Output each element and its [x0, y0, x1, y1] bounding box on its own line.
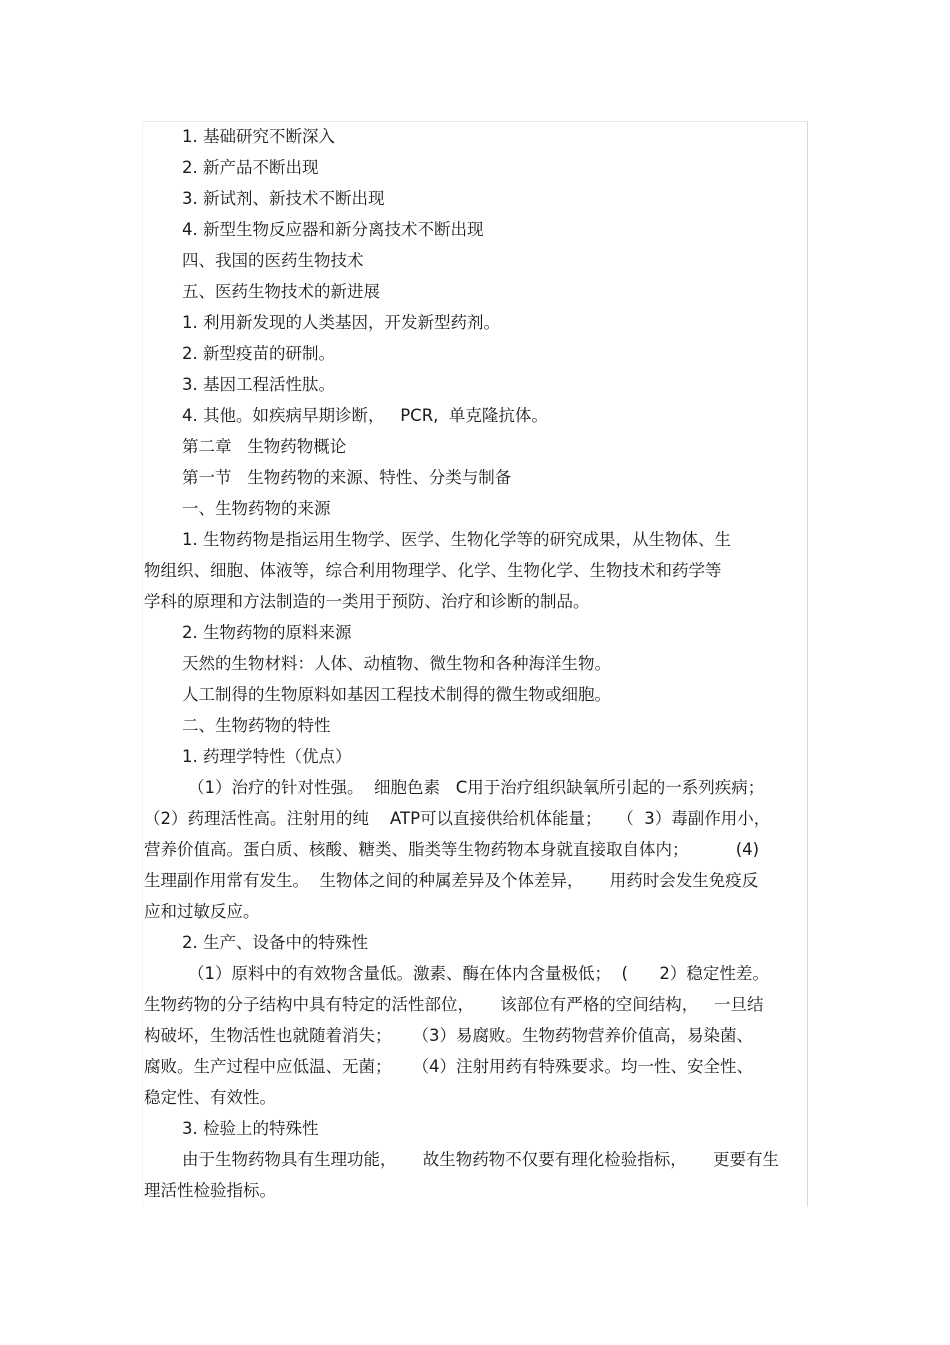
paragraph-line: （1）原料中的有效物含量低。激素、酶在体内含量极低； ( 2）稳定性差。 [188, 964, 769, 983]
document-body [144, 121, 804, 1206]
paragraph-line: 学科的原理和方法制造的一类用于预防、治疗和诊断的制品。 [144, 592, 590, 611]
list-item: 2. 生产、设备中的特殊性 [182, 933, 368, 952]
list-item: 3. 新试剂、新技术不断出现 [182, 189, 385, 208]
paragraph-line: 由于生物药物具有生理功能， 故生物药物不仅要有理化检验指标， 更要有生 [182, 1150, 779, 1169]
list-item: 2. 新产品不断出现 [182, 158, 319, 177]
list-item: 3. 检验上的特殊性 [182, 1119, 319, 1138]
section-heading: 一、生物药物的来源 [182, 499, 331, 518]
paragraph-line: （1）治疗的针对性强。 细胞色素 C用于治疗组织缺氧所引起的一系列疾病； [188, 778, 765, 797]
list-item: 1. 药理学特性（优点） [182, 747, 352, 766]
list-item: 1. 利用新发现的人类基因，开发新型药剂。 [182, 313, 500, 332]
section-heading: 四、我国的医药生物技术 [182, 251, 364, 270]
list-item: 3. 基因工程活性肽。 [182, 375, 335, 394]
paragraph-line: 腐败。生产过程中应低温、无菌； （4）注射用药有特殊要求。均一性、安全性、 [144, 1057, 753, 1076]
paragraph-line: 构破坏，生物活性也就随着消失； （3）易腐败。生物药物营养价值高，易染菌、 [144, 1026, 753, 1045]
paragraph-line: （2）药理活性高。注射用的纯 ATP可以直接供给机体能量； （ 3）毒副作用小， [144, 809, 771, 828]
list-item: 2. 生物药物的原料来源 [182, 623, 352, 642]
paragraph-line: 营养价值高。蛋白质、核酸、糖类、脂类等生物药物本身就直接取自体内； (4) [144, 840, 760, 859]
paragraph-line: 1. 生物药物是指运用生物学、医学、生物化学等的研究成果，从生物体、生 [182, 530, 731, 549]
paragraph-line: 物组织、细胞、体液等，综合利用物理学、化学、生物化学、生物技术和药学等 [144, 561, 722, 580]
section-heading: 五、医药生物技术的新进展 [182, 282, 380, 301]
paragraph-line: 应和过敏反应。 [144, 902, 260, 921]
paragraph-line: 生理副作用常有发生。 生物体之间的种属差异及个体差异， 用药时会发生免疫反 [144, 871, 759, 890]
list-item: 1. 基础研究不断深入 [182, 127, 335, 146]
paragraph-line: 稳定性、有效性。 [144, 1088, 276, 1107]
paragraph-line: 人工制得的生物原料如基因工程技术制得的微生物或细胞。 [182, 685, 611, 704]
section-heading: 二、生物药物的特性 [182, 716, 331, 735]
paragraph-line: 天然的生物材料：人体、动植物、微生物和各种海洋生物。 [182, 654, 611, 673]
section-title: 第一节 生物药物的来源、特性、分类与制备 [182, 468, 512, 487]
list-item: 4. 其他。如疾病早期诊断， PCR, 单克隆抗体。 [182, 406, 548, 425]
list-item: 2. 新型疫苗的研制。 [182, 344, 335, 363]
paragraph-line: 生物药物的分子结构中具有特定的活性部位， 该部位有严格的空间结构， 一旦结 [144, 995, 764, 1014]
paragraph-line: 理活性检验指标。 [144, 1181, 276, 1200]
list-item: 4. 新型生物反应器和新分离技术不断出现 [182, 220, 484, 239]
chapter-heading: 第二章 生物药物概论 [182, 437, 347, 456]
